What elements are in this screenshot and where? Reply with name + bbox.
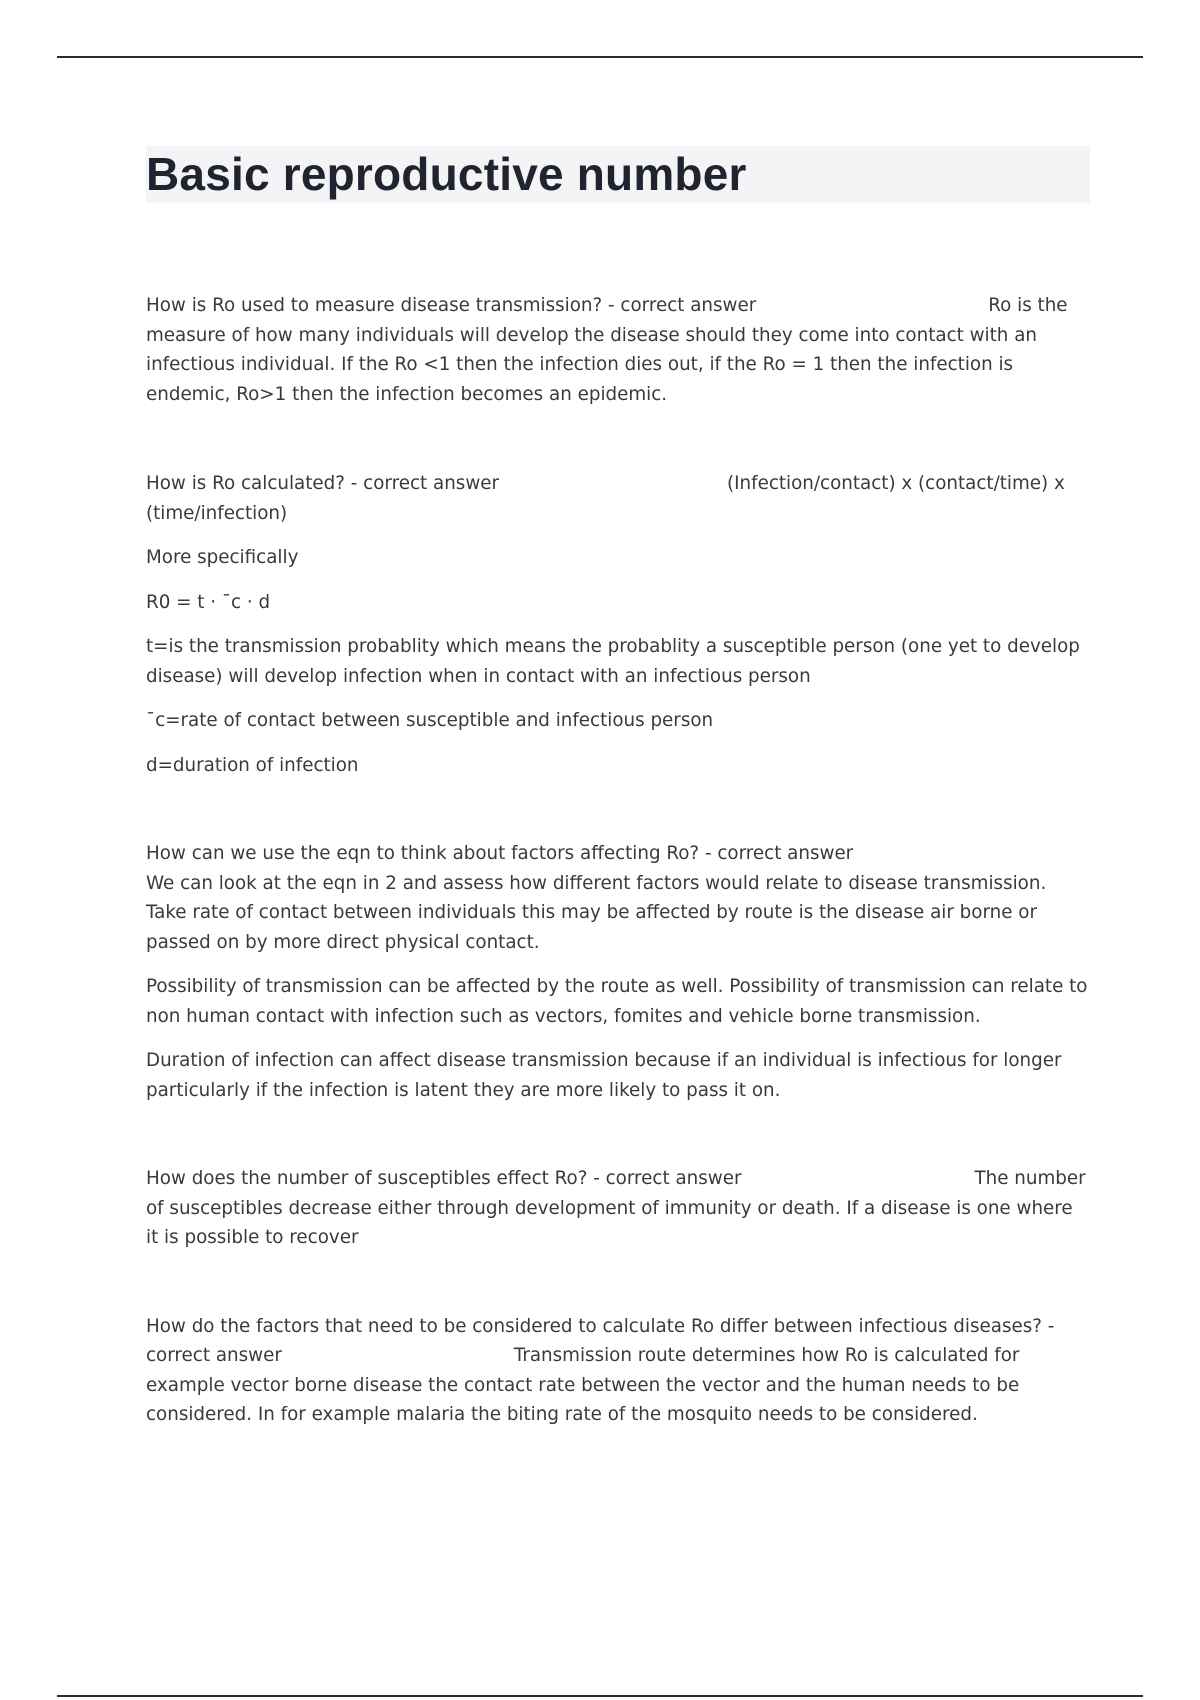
question-text: How do the factors that need to be considered to calculate Ro differ between infectious diseases? - correct answer (146, 1315, 1055, 1366)
answer-paragraph: d=duration of infection (146, 754, 359, 776)
answer-text: We can look at the eqn in 2 and assess how different factors would relate to disease transmission. Take rate of contact between individuals this may be affected by route is the disease air borne or passed on by more direct physical contact. (146, 872, 1047, 953)
page-title: Basic reproductive number (146, 148, 747, 200)
answer-text: (Infection/contact) x (contact/time) x (727, 473, 1065, 494)
qa-item (146, 469, 1090, 780)
question-text: How can we use the eqn to think about factors affecting Ro? - correct answer (146, 843, 854, 864)
qa-paragraph (146, 469, 1090, 528)
answer-text: Ro is the (988, 295, 1068, 316)
document-body (146, 291, 1090, 1430)
qa-item (146, 291, 1090, 409)
answer-paragraph: t=is the transmission probablity which means the probablity a susceptible person (one yet to develop disease) will develop infection when in contact with an infectious person (146, 636, 1080, 687)
header-rule (57, 56, 1143, 58)
answer-text: measure of how many individuals will develop the disease should they come into contact with an infectious individual. If the Ro <1 then the infection dies out, if the Ro = 1 then the infection is endemic, Ro>1 then the infection becomes an epidemic. (146, 324, 1037, 405)
footer-rule (57, 1695, 1143, 1697)
answer-text: of susceptibles decrease either through development of immunity or death. If a disease is one where it is possible to recover (146, 1197, 1073, 1248)
answer-paragraph: ¯c=rate of contact between susceptible and infectious person (146, 710, 714, 731)
qa-paragraph (146, 1164, 1090, 1253)
formula: R0 = t · ¯c · d (146, 591, 271, 613)
question-text: How does the number of susceptibles effect Ro? - correct answer (146, 1168, 742, 1189)
answer-paragraph: Duration of infection can affect disease transmission because if an individual is infectious for longer particularly if the infection is latent they are more likely to pass it on. (146, 1050, 1062, 1101)
qa-paragraph (146, 1312, 1090, 1430)
qa-item (146, 1164, 1090, 1253)
title-band (146, 146, 1090, 203)
answer-text: The number (974, 1168, 1086, 1189)
qa-item (146, 839, 1090, 1105)
answer-text: Transmission route determines how Ro is calculated for example vector borne disease the contact rate between the vector and the human needs to be considered. In for example malaria the biting rate of the mosquito needs to be considered. (146, 1345, 1020, 1425)
question-text: How is Ro calculated? - correct answer (146, 473, 500, 494)
qa-item (146, 1312, 1090, 1430)
answer-paragraph: More specifically (146, 547, 299, 568)
qa-paragraph (146, 291, 1090, 409)
question-text: How is Ro used to measure disease transmission? - correct answer (146, 295, 757, 316)
answer-paragraph: Possibility of transmission can be affected by the route as well. Possibility of transmission can relate to non human contact with infection such as vectors, fomites and vehicle borne transmission. (146, 976, 1088, 1027)
answer-text: (time/infection) (146, 502, 288, 524)
